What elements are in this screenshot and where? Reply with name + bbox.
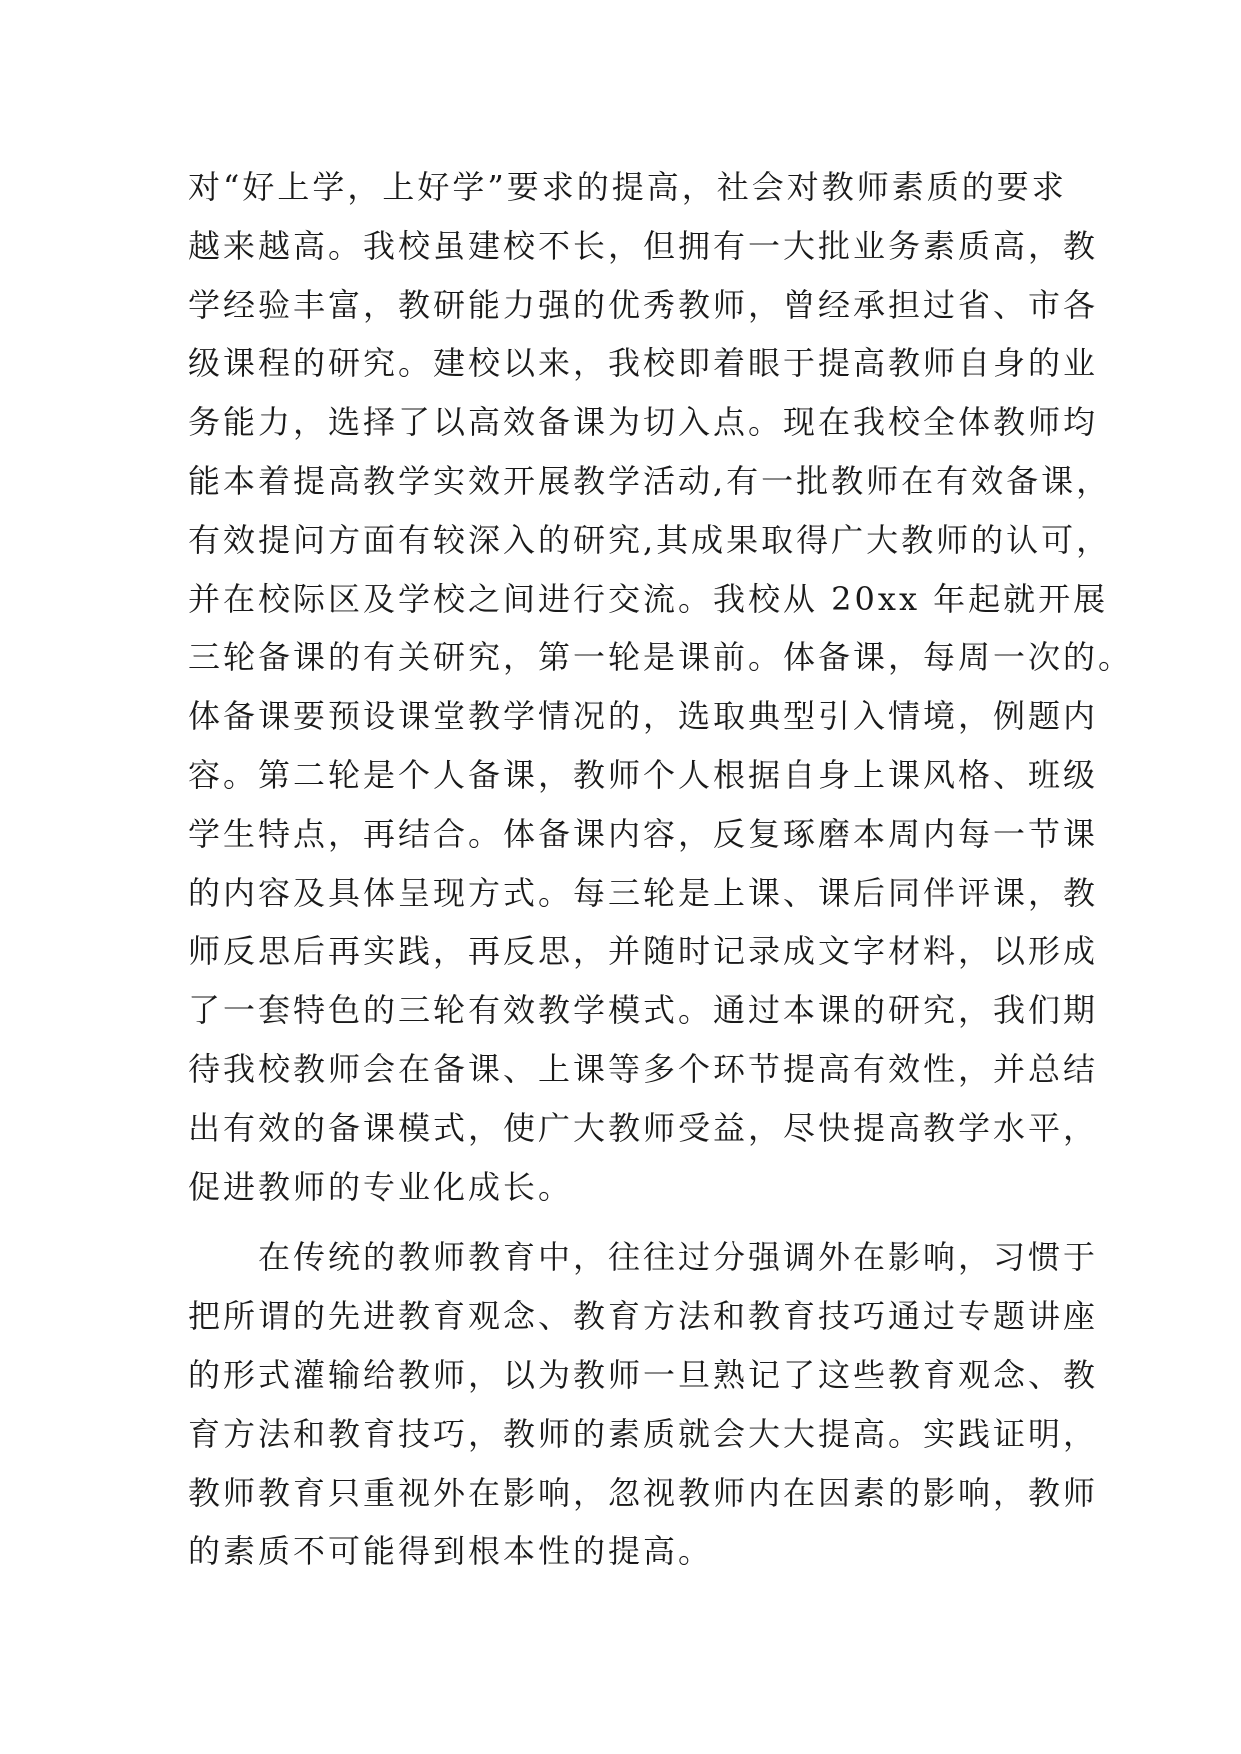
text-line: 有效提问方面有较深入的研究,其成果取得广大教师的认可， <box>188 520 1112 559</box>
text-line: 容。第二轮是个人备课，教师个人根据自身上课风格、班级 <box>188 755 1099 794</box>
text-line: 促进教师的专业化成长。 <box>188 1167 574 1206</box>
text-line: 育方法和教育技巧，教师的素质就会大大提高。实践证明， <box>188 1414 1099 1453</box>
text-line: 务能力，选择了以高效备课为切入点。现在我校全体教师均 <box>188 403 1099 442</box>
paragraph-spacer <box>188 1216 1068 1228</box>
text-line: 的素质不可能得到根本性的提高。 <box>188 1532 714 1571</box>
text-line: 了一套特色的三轮有效教学模式。通过本课的研究，我们期 <box>188 991 1099 1030</box>
text-line: 三轮备课的有关研究，第一轮是课前。体备课，每周一次的。 <box>188 638 1134 677</box>
text-line: 学生特点，再结合。体备课内容，反复琢磨本周内每一节课 <box>188 814 1099 853</box>
text-line: 的形式灌输给教师，以为教师一旦熟记了这些教育观念、教 <box>188 1355 1099 1394</box>
text-line: 待我校教师会在备课、上课等多个环节提高有效性，并总结 <box>188 1049 1099 1088</box>
text-line: 师反思后再实践，再反思，并随时记录成文字材料，以形成 <box>188 932 1099 971</box>
text-line: 教师教育只重视外在影响，忽视教师内在因素的影响，教师 <box>188 1473 1099 1512</box>
text-line: 并在校际区及学校之间进行交流。我校从 20xx 年起就开展 <box>188 579 1109 618</box>
text-line: 学经验丰富，教研能力强的优秀教师，曾经承担过省、市各 <box>188 285 1099 324</box>
text-line: 在传统的教师教育中，往往过分强调外在影响，习惯于 <box>188 1238 1099 1277</box>
body-text <box>188 158 1134 1581</box>
text-line: 对“好上学，上好学”要求的提高，社会对教师素质的要求 <box>188 168 1067 206</box>
text-line: 级课程的研究。建校以来，我校即着眼于提高教师自身的业 <box>188 344 1099 383</box>
text-line: 的内容及具体呈现方式。每三轮是上课、课后同伴评课，教 <box>188 873 1099 912</box>
paragraph-1 <box>188 158 1134 1216</box>
text-line: 出有效的备课模式，使广大教师受益，尽快提高教学水平， <box>188 1108 1099 1147</box>
paragraph-2 <box>188 1228 1099 1581</box>
text-line: 把所谓的先进教育观念、教育方法和教育技巧通过专题讲座 <box>188 1297 1099 1336</box>
text-line: 能本着提高教学实效开展教学活动,有一批教师在有效备课， <box>188 461 1112 500</box>
text-line: 越来越高。我校虽建校不长，但拥有一大批业务素质高，教 <box>188 226 1099 265</box>
text-line: 体备课要预设课堂教学情况的，选取典型引入情境，例题内 <box>188 697 1099 736</box>
